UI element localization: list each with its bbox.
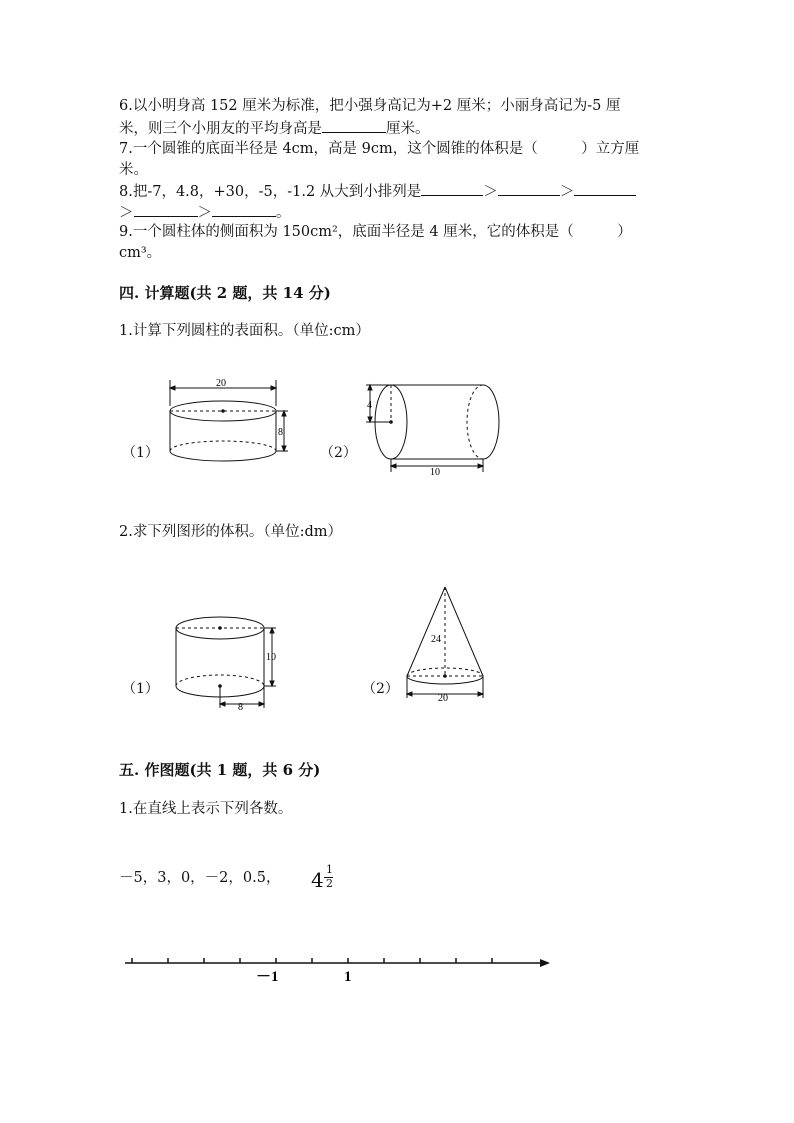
answer-blank[interactable] [574, 180, 636, 196]
question-8-text: 8.把-7，4.8，+30，-5，-1.2 从大到小排列是 [119, 184, 422, 200]
axis-label-one: 1 [344, 969, 352, 985]
dimension-label: 20 [216, 378, 226, 389]
mixed-number-whole: 4 [311, 868, 324, 892]
greater-than-sign: ＞ [119, 205, 134, 221]
dimension-label: 8 [278, 427, 283, 438]
greater-than-sign: ＞ [197, 205, 212, 221]
fraction-numerator: 1 [326, 863, 333, 876]
question-9-line2: cm³。 [119, 245, 162, 261]
cone-figure [400, 584, 490, 704]
dimension-label: 8 [238, 702, 243, 713]
question-8-line1 [119, 180, 636, 202]
cylinder-figure-3 [168, 608, 288, 718]
question-8-end: 。 [276, 205, 291, 221]
numbers-list: －5，3，0，－2，0.5， [119, 870, 281, 886]
question-8-line2 [119, 201, 291, 223]
question-6-text: 米，则三个小朋友的平均身高是 [119, 121, 322, 137]
section-5-title: 五. 作图题(共 1 题，共 6 分) [119, 761, 321, 779]
figure-label-2: （2） [362, 681, 399, 697]
question-6-line2 [119, 117, 430, 139]
dimension-label: 20 [438, 693, 448, 704]
answer-blank[interactable] [498, 180, 560, 196]
dimension-label: 10 [430, 467, 440, 475]
dimension-label: 4 [367, 400, 372, 411]
question-6-line1: 6.以小明身高 152 厘米为标准，把小强身高记为+2 厘米；小丽身高记为-5 厘 [119, 98, 621, 114]
dimension-label: 10 [266, 652, 276, 663]
greater-than-sign: ＞ [559, 184, 575, 200]
cylinder-figure-1 [160, 378, 300, 478]
cylinder-figure-2 [362, 380, 507, 475]
question-9-line1: 9.一个圆柱体的侧面积为 150cm²，底面半径是 4 厘米，它的体积是（ ） [119, 224, 632, 240]
answer-blank[interactable] [212, 201, 276, 217]
fraction-denominator: 2 [326, 877, 333, 890]
section-5-question-1: 1.在直线上表示下列各数。 [119, 801, 293, 817]
axis-label-negative-one: －1 [256, 969, 279, 985]
section-4-title: 四. 计算题(共 2 题，共 14 分) [119, 284, 331, 302]
figure-label-2: （2） [320, 445, 357, 461]
figure-label-1: （1） [122, 445, 159, 461]
figure-label-1: （1） [122, 681, 159, 697]
section-4-question-2: 2.求下列图形的体积。（单位:dm） [119, 524, 343, 540]
section-4-question-1: 1.计算下列圆柱的表面积。（单位:cm） [119, 323, 370, 339]
question-6-unit: 厘米。 [386, 121, 430, 137]
answer-blank[interactable] [134, 201, 198, 217]
question-7-line1: 7.一个圆锥的底面半径是 4cm，高是 9cm，这个圆锥的体积是（ ）立方厘 [119, 141, 640, 157]
dimension-label: 24 [431, 634, 441, 645]
question-7-line2: 米。 [119, 162, 148, 178]
number-line[interactable] [122, 950, 554, 990]
greater-than-sign: ＞ [483, 184, 498, 200]
answer-blank[interactable] [421, 180, 483, 196]
answer-blank[interactable] [322, 117, 386, 133]
